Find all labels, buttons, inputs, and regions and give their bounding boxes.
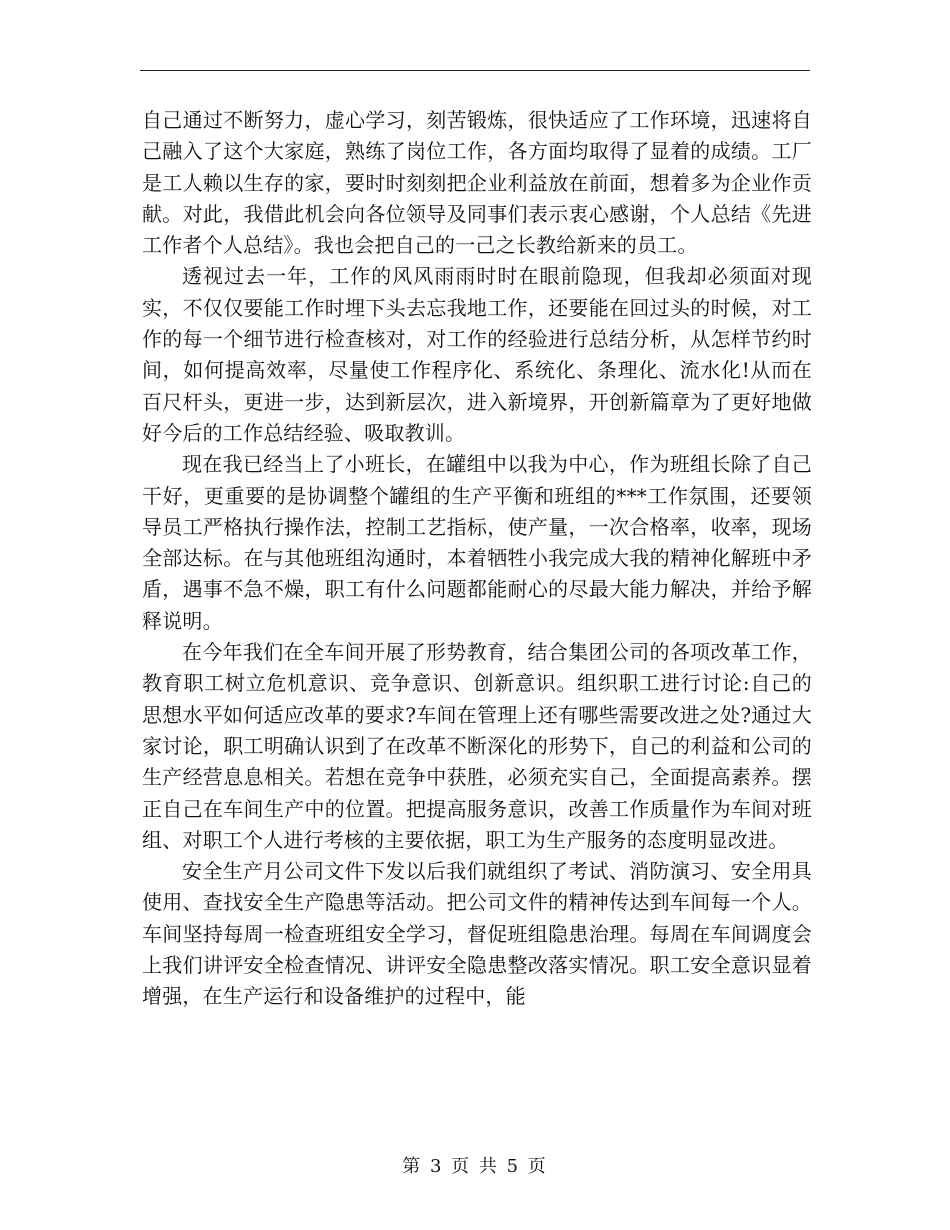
paragraph-3: 现在我已经当上了小班长，在罐组中以我为中心，作为班组长除了自己干好，更重要的是协调整个罐组的生产平衡和班组的***工作氛围，还要领导员工严格执行操作法，控制工艺指标，使产量，一次合格率，收率，现场全部达标。在与其他班组沟通时，本着牺牲小我完成大我的精神化解班中矛盾，遇事不急不燥，职工有什么问题都能耐心的尽最大能力解决，并给予解释说明。 <box>142 452 812 633</box>
paragraph-2: 透视过去一年，工作的风风雨雨时时在眼前隐现，但我却必须面对现实，不仅仅要能工作时埋下头去忘我地工作，还要能在回过头的时候，对工作的每一个细节进行检查核对，对工作的经验进行总结分析，从怎样节约时间，如何提高效率，尽量使工作程序化、系统化、条理化、流水化!从而在百尺杆头，更进一步，达到新层次，进入新境界，开创新篇章为了更好地做好今后的工作总结经验、吸取教训。 <box>142 264 812 445</box>
paragraph-1: 自己通过不断努力，虚心学习，刻苦锻炼，很快适应了工作环境，迅速将自己融入了这个大家庭，熟练了岗位工作，各方面均取得了显着的成绩。工厂是工人赖以生存的家，要时时刻刻把企业利益放在前面，想着多为企业作贡献。对此，我借此机会向各位领导及同事们表示衷心感谢，个人总结《先进工作者个人总结》。我也会把自己的一己之长教给新来的员工。 <box>142 108 812 258</box>
header-divider <box>140 70 810 71</box>
page-number-footer: 第 3 页 共 5 页 <box>402 1156 548 1177</box>
paragraph-4: 在今年我们在全车间开展了形势教育，结合集团公司的各项改革工作，教育职工树立危机意识、竞争意识、创新意识。组织职工进行讨论:自己的思想水平如何适应改革的要求?车间在管理上还有哪些需要改进之处?通过大家讨论，职工明确认识到了在改革不断深化的形势下，自己的利益和公司的生产经营息息相关。若想在竞争中获胜，必须充实自己，全面提高素养。摆正自己在车间生产中的位置。把提高服务意识，改善工作质量作为车间对班组、对职工个人进行考核的主要依据，职工为生产服务的态度明显改进。 <box>142 640 812 852</box>
paragraph-5: 安全生产月公司文件下发以后我们就组织了考试、消防演习、安全用具使用、查找安全生产隐患等活动。把公司文件的精神传达到车间每一个人。车间坚持每周一检查班组安全学习，督促班组隐患治理。每周在车间调度会上我们讲评安全检查情况、讲评安全隐患整改落实情况。职工安全意识显着增强，在生产运行和设备维护的过程中，能 <box>142 859 812 1009</box>
document-body <box>142 105 812 1013</box>
